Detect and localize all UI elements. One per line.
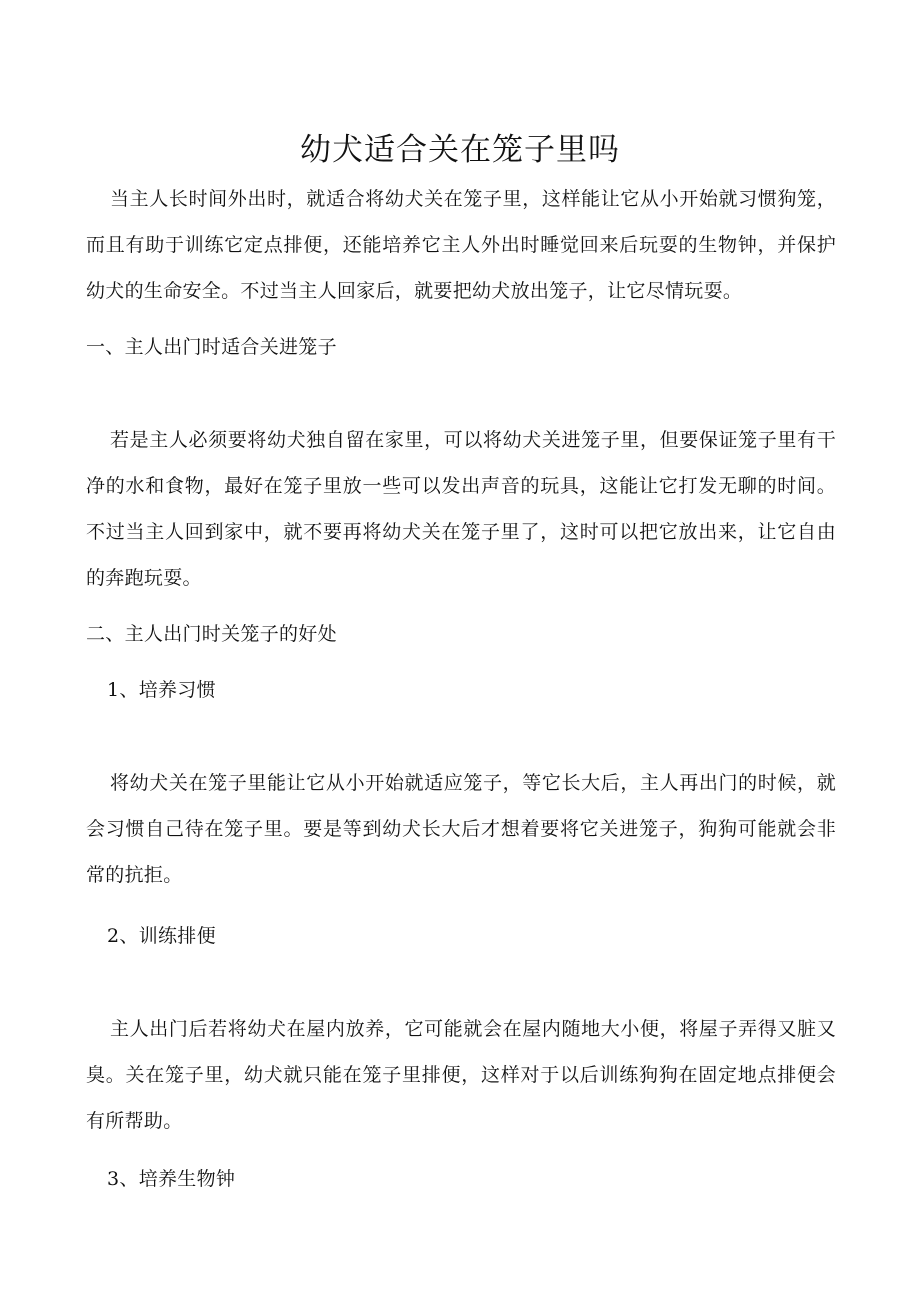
section-2-heading: 二、主人出门时关笼子的好处 [86, 623, 337, 645]
document-title: 幼犬适合关在笼子里吗 [300, 132, 620, 168]
section-1-paragraph: 若是主人必须要将幼犬独自留在家里，可以将幼犬关进笼子里，但要保证笼子里有干净的水和食物，最好在笼子里放一些可以发出声音的玩具，这能让它打发无聊的时间。不过当主人回到家中，就不要再将幼犬关在笼子里了，这时可以把它放出来，让它自由的奔跑玩耍。 [86, 429, 836, 589]
section-1-heading: 一、主人出门时适合关进笼子 [86, 336, 337, 358]
item-3-label: 3、培养生物钟 [107, 1168, 236, 1190]
item-1-label: 1、培养习惯 [107, 679, 216, 701]
intro-paragraph: 当主人长时间外出时，就适合将幼犬关在笼子里，这样能让它从小开始就习惯狗笼，而且有助于训练它定点排便，还能培养它主人外出时睡觉回来后玩耍的生物钟，并保护幼犬的生命安全。不过当主人回家后，就要把幼犬放出笼子，让它尽情玩耍。 [86, 188, 836, 302]
item-2-paragraph: 主人出门后若将幼犬在屋内放养，它可能就会在屋内随地大小便，将屋子弄得又脏又臭。关在笼子里，幼犬就只能在笼子里排便，这样对于以后训练狗狗在固定地点排便会有所帮助。 [86, 1018, 836, 1132]
item-1-paragraph: 将幼犬关在笼子里能让它从小开始就适应笼子，等它长大后，主人再出门的时候，就会习惯自己待在笼子里。要是等到幼犬长大后才想着要将它关进笼子，狗狗可能就会非常的抗拒。 [86, 772, 836, 886]
item-2-label: 2、训练排便 [107, 925, 216, 947]
